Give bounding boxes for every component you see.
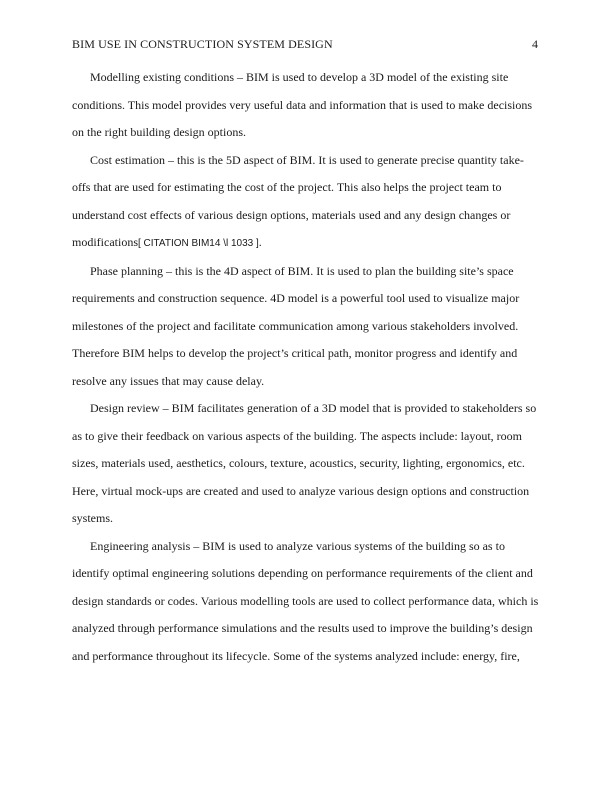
running-head: BIM USE IN CONSTRUCTION SYSTEM DESIGN — [72, 37, 333, 51]
paragraph-phase-planning — [72, 258, 540, 396]
paragraph-text: Phase planning – this is the 4D aspect of BIM. It is used to plan the building site’s space requirements and construction sequence. 4D model is a powerful tool used to visualize major milestones of the project and facilitate communication among various stakeholders involved. Therefore BIM helps to develop the project’s critical path, monitor progress and identify and resolve any issues that may cause delay. — [72, 263, 520, 388]
paragraph-engineering-analysis — [72, 533, 540, 671]
page-number: 4 — [532, 37, 538, 51]
paragraph-text: Modelling existing conditions – BIM is used to develop a 3D model of the existing site conditions. This model provides very useful data and information that is used to make decisions on the right building design options. — [72, 70, 533, 139]
paragraph-text: Cost estimation – this is the 5D aspect of BIM. It is used to generate precise quantity take-offs that are used for estimating the cost of the project. This also helps the project team to understand cost effects of various design options, materials used and any design changes or modifications — [72, 152, 524, 249]
paragraph-design-review — [72, 395, 540, 533]
paragraph-text: Design review – BIM facilitates generation of a 3D model that is provided to stakeholders so as to give their feedback on various aspects of the building. The aspects include: layout, room sizes, materials used, aesthetics, colours, texture, acoustics, security, lighting, ergonomics, etc. Here, virtual mock-ups are created and used to analyze various design options and construction systems. — [72, 401, 537, 525]
paragraph-text: Engineering analysis – BIM is used to analyze various systems of the building so as to identify optimal engineering solutions depending on performance requirements of the client and design standards or codes. Various modelling tools are used to collect performance data, which is analyzed through performance simulations and the results used to improve the building’s design and performance throughout its lifecycle. Some of the systems analyzed include: energy, fire, — [72, 538, 539, 663]
citation-field[interactable]: [ CITATION BIM14 \l 1033 ] — [138, 238, 259, 249]
paragraph-cost-estimation — [72, 147, 540, 258]
paragraph-terminal-punctuation: . — [258, 235, 262, 249]
page-header — [72, 36, 540, 52]
paragraph-modelling-existing-conditions — [72, 64, 540, 147]
document-body — [72, 64, 540, 670]
